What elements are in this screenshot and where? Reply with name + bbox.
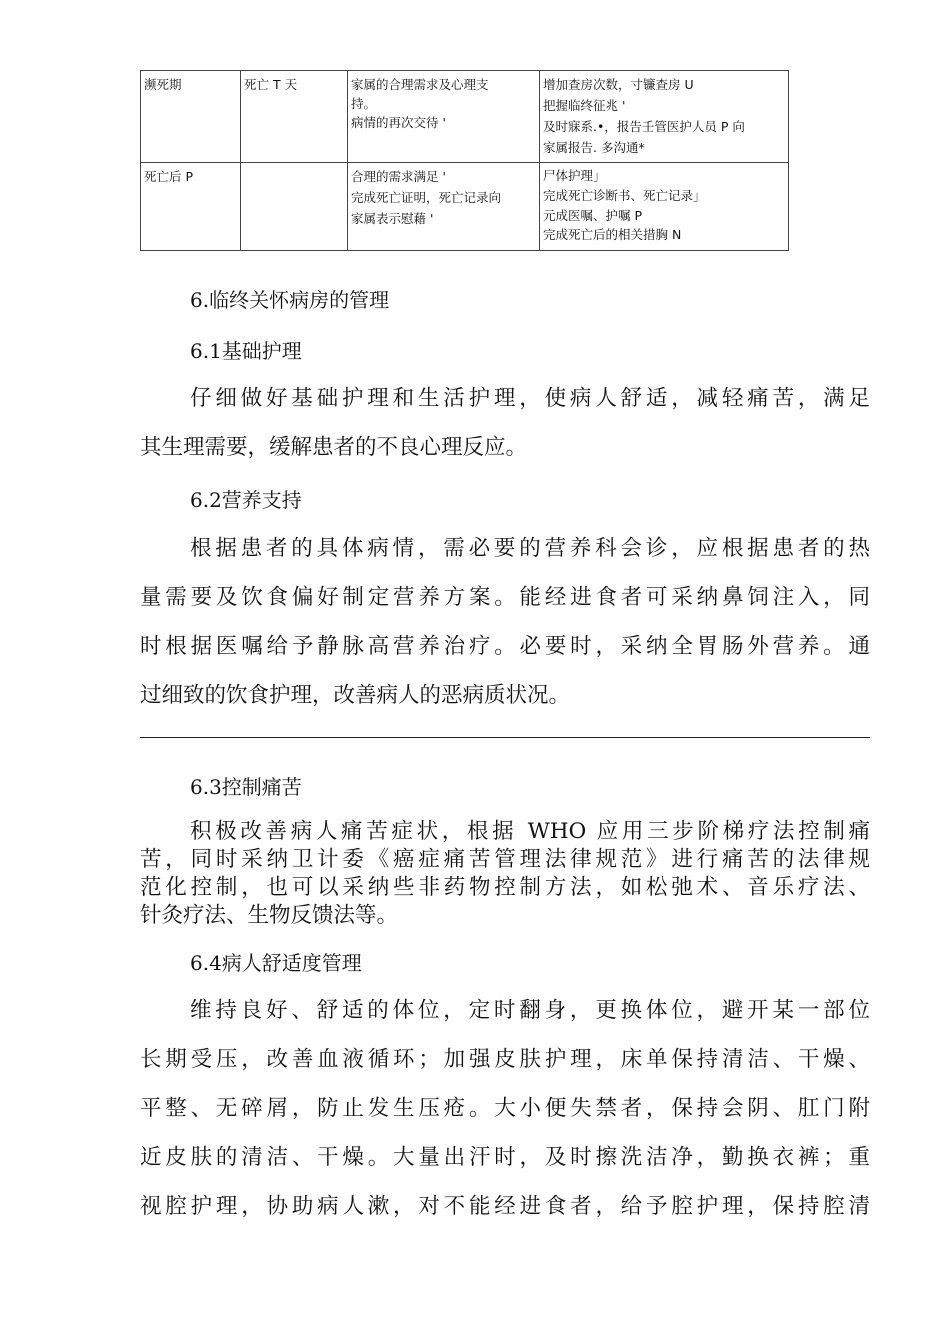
section-heading: 6.临终关怀病房的管理 — [190, 288, 390, 312]
table-row — [141, 163, 789, 251]
paragraph: 维持良好、舒适的体位，定时翻身，更换体位，避开某一部位 长期受压，改善血液循环；加强皮肤护理，床单保持清洁、干燥、 平整、无碎屑，防止发生压疮。大小便失禁者，保持会阴、肛门附 近皮肤的清洁、干燥。大量出汗时，及时擦洗洁净，勤换衣裤；重 视腔护理，协助病人漱，对不能经进食者，给予腔护理，保持腔清 — [140, 998, 870, 1219]
subsection-heading: 6.1基础护理 — [190, 339, 302, 363]
paragraph: 积极改善病人痛苦症状，根据 WHO 应用三步阶梯疗法控制痛 苦，同时采纳卫计委《癌症痛苦管理法律规范》进行痛苦的法律规 范化控制，也可以采纳些非药物控制方法，如松弛术、音乐疗法、 针灸疗法、生物反馈法等。 — [140, 819, 870, 928]
table-cell-stage: 濒死期 — [141, 71, 241, 163]
subsection-heading: 6.3控制痛苦 — [190, 775, 302, 799]
table-cell-time — [241, 163, 348, 251]
care-table — [140, 70, 789, 251]
subsection-heading: 6.2营养支持 — [190, 488, 302, 512]
table-cell-measures: 尸体护理」 完成死亡诊断书、死亡记录」 元成医嘱、护嘱 P 完成死亡后的相关措胸 N — [540, 163, 789, 251]
page-divider — [140, 737, 870, 738]
table-cell-time: 死亡 T 天 — [241, 71, 348, 163]
table-cell-stage: 死亡后 P — [141, 163, 241, 251]
table-cell-needs: 合理的需求满足 ' 完成死亡证明，死亡记录向 家属表示慰藉 ' — [348, 163, 540, 251]
subsection-heading: 6.4病人舒适度管理 — [190, 951, 362, 975]
table-cell-needs: 家属的合理需求及心理支 持。 病情的再次交待 ' — [348, 71, 540, 163]
table-cell-measures: 增加查房次数，寸镰查房 U 把握临终征兆 ' 及时寐系.•，报告壬管医护人员 P 向 家属报告. 多沟通* — [540, 71, 789, 163]
table-row — [141, 71, 789, 163]
paragraph: 仔细做好基础护理和生活护理，使病人舒适，减轻痛苦，满足 其生理需要，缓解患者的不良心理反应。 — [140, 386, 870, 460]
paragraph: 根据患者的具体病情，需必要的营养科会诊，应根据患者的热 量需要及饮食偏好制定营养方案。能经进食者可采纳鼻饲注入，同 时根据医嘱给予静脉高营养治疗。必要时，采纳全胃肠外营养。通 过细致的饮食护理，改善病人的恶病质状况。 — [140, 536, 870, 708]
